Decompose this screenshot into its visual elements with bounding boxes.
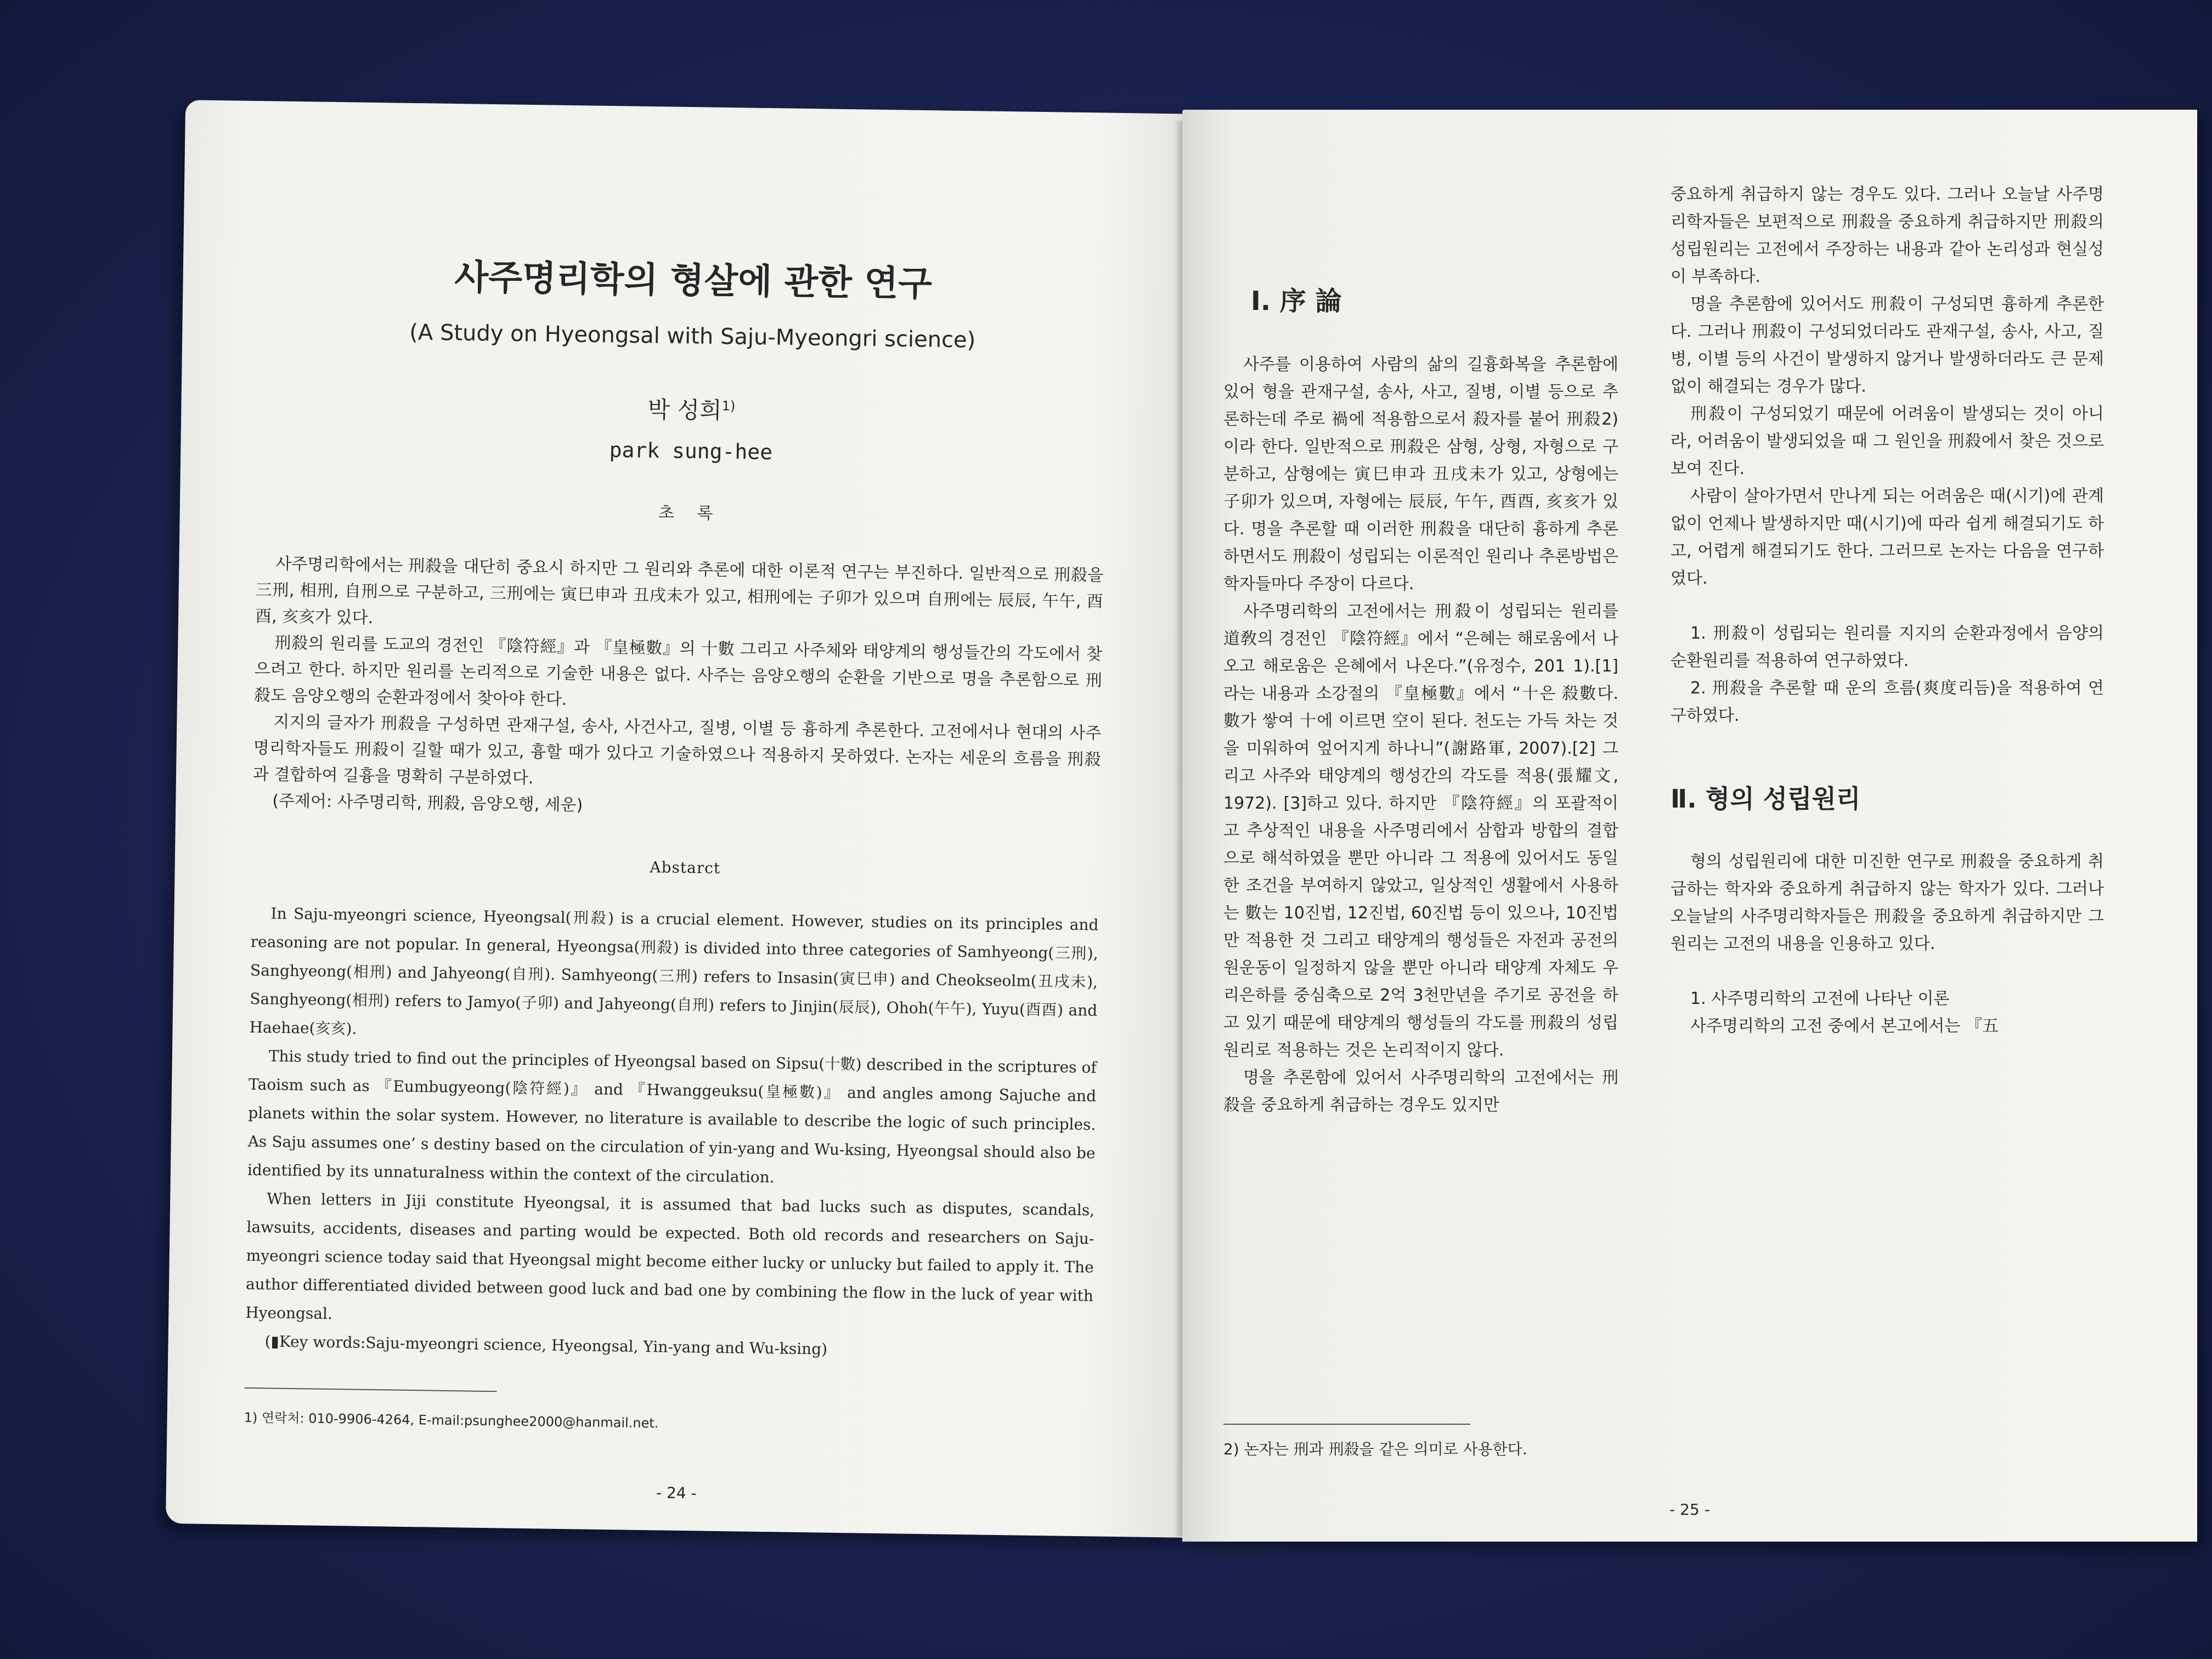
english-abstract-paragraph: In Saju-myeongri science, Hyeongsal(刑殺) is a crucial element. However, studies on its principles and reasoning are not popular. In general, Hyeongsa(刑殺) is divided into three categories of Samhyeong(三刑), Sanghyeong(相刑) and Jahyeong(自刑). Samhyeong(三刑) refers to Insasin(寅巳申) and Cheokseolm(丑戌未), Sanghyeong(相刑) refers to Jamyo(子卯) and Jahyeong(自刑) refers to Jinjin(辰辰), Ohoh(午午), Yuyu(酉酉) and Haehae(亥亥). <box>249 904 1099 1038</box>
body-paragraph: 사주명리학의 고전에서는 刑殺이 성립되는 원리를 道敎의 경전인 『陰符經』에서 “은혜는 해로움에서 나오고 해로움은 은혜에서 나온다.”(유정수, 201 1).[1]라는 내용과 소강절의 『皇極數』에서 “十은 殺數다. 數가 쌓여 十에 이르면 空이 된다. 천도는 가득 차는 것을 미워하여 엎어지게 하나니”(謝路軍, 2007).[2] 그리고 사주와 태양계의 행성간의 각도를 적용(張耀文, 1972). [3]하고 있다. 하지만 『陰符經』의 포괄적이고 추상적인 내용을 사주명리에서 삼합과 방합의 결합으로 해석하였을 뿐만 아니라 그 적용에 있어서도 동일한 조건을 부여하지 않았고, 일상적인 생활에서 사용하는 數는 10진법, 12진법, 60진법 등이 있으나, 10진법만 적용한 것 그리고 태양계의 행성들은 자전과 공전의 원운동이 일정하지 않을 뿐만 아니라 태양계 자체도 우리은하를 중심축으로 2억 3천만년을 주기로 공전을 하고 있기 때문에 태양계의 행성들의 각도를 刑殺의 성립원리로 적용하는 것은 논리적이지 않다. <box>1223 602 1618 1060</box>
footnote-2: 2) 논자는 刑과 刑殺을 같은 의미로 사용한다. <box>1223 1440 1527 1458</box>
body-paragraph: 사주명리학의 고전 중에서 본고에서는 『五 <box>1690 1017 1999 1036</box>
body-paragraph: 명을 추론함에 있어서 사주명리학의 고전에서는 刑殺을 중요하게 취급하는 경우도 있지만 <box>1223 1068 1618 1115</box>
research-list-item: 1. 刑殺이 성립되는 원리를 지지의 순환과정에서 음양의 순환원리를 적용하여 연구하였다. <box>1671 624 2104 670</box>
paper-subtitle: (A Study on Hyeongsal with Saju-Myeongri science) <box>409 319 976 353</box>
keywords-english: (▮Key words:Saju-myeongri science, Hyeongsal, Yin-yang and Wu-ksing) <box>264 1332 828 1358</box>
english-abstract-paragraph: This study tried to find out the principles of Hyeongsal based on Sipsu(十數) described in the scriptures of Taoism such as 『Eumbugyeong(陰符經)』 and 『Hwanggeuksu(皇極數)』 and angles among Sajuche and planets within the solar system. However, no literature is available to describe the logic of such principles. As Saju assumes one’ s destiny based on the circulation of yin-yang and Wu-ksing, Hyeongsal should also be identified by its unnaturalness within the context of the circulation. <box>247 1047 1097 1187</box>
author-english: park sung-hee <box>609 437 773 465</box>
korean-abstract <box>252 551 1104 826</box>
subsection-heading: 1. 사주명리학의 고전에 나타난 이론 <box>1690 989 1950 1008</box>
section-heading-introduction: Ⅰ. 序 論 <box>1251 286 1342 317</box>
korean-abstract-paragraph: 刑殺의 원리를 도교의 경전인 『陰符經』과 『皇極數』의 十數 그리고 사주체와 태양계의 행성들간의 각도에서 찾으려고 한다. 하지만 원리를 논리적으로 기술한 내용은 없다. 사주는 음양오행의 순환을 기반으로 명을 추론함으로 刑殺도 음양오행의 순환과정에서 찾아야 한다. <box>253 633 1103 709</box>
footnote-rule <box>244 1387 496 1392</box>
footnote-rule <box>1223 1424 1470 1425</box>
author-korean <box>181 385 1202 432</box>
body-paragraph: 중요하게 취급하지 않는 경우도 있다. 그러나 오늘날 사주명리학자들은 보편적으로 刑殺을 중요하게 취급하지만 刑殺의 성립원리는 고전에서 주장하는 내용과 같아 논리성과 현실성이 부족하다. <box>1671 185 2104 286</box>
page-number-25: - 25 - <box>1669 1500 1710 1519</box>
body-paragraph: 형의 성립원리에 대한 미진한 연구로 刑殺을 중요하게 취급하는 학자와 중요하게 취급하지 않는 학자가 있다. 그러나 오늘날의 사주명리학자들은 刑殺을 중요하게 취급하지만 그 원리는 고전의 내용을 인용하고 있다. <box>1671 852 2104 953</box>
research-list-item: 2. 刑殺을 추론할 때 운의 흐름(爽度리듬)을 적용하여 연구하였다. <box>1671 679 2104 725</box>
right-column-1 <box>1223 351 1618 1119</box>
footnote-1: 1) 연락처: 010-9906-4264, E-mail:psunghee2000@hanmail.net. <box>244 1409 659 1431</box>
author-name: 박 성희 <box>647 396 722 424</box>
page-number-24: - 24 - <box>656 1483 697 1503</box>
author-footnote-mark: 1) <box>721 398 736 414</box>
english-abstract <box>245 899 1098 1367</box>
english-abstract-paragraph: When letters in Jiji constitute Hyeongsal, it is assumed that bad lucks such as disputes, scandals, lawsuits, accidents, diseases and parting would be expected. Both old records and researchers on Saju-myeongri science today said that Hyeongsal might become either lucky or unlucky but failed to apply it. The author differentiated divided between good luck and bad one by combining the flow in the luck of year with Hyeongsal. <box>245 1189 1095 1323</box>
korean-abstract-paragraph: 사주명리학에서는 刑殺을 대단히 중요시 하지만 그 원리와 추론에 대한 이론적 연구는 부진하다. 일반적으로 刑殺을 三刑, 相刑, 自刑으로 구분하고, 三刑에는 寅巳申과 丑戌未가 있고, 相刑에는 子卯가 있으며 自刑에는 辰辰, 午午, 酉酉, 亥亥가 있다. <box>255 554 1104 628</box>
body-paragraph: 刑殺이 구성되었기 때문에 어려움이 발생되는 것이 아니라, 어려움이 발생되었을 때 그 원인을 刑殺에서 찾은 것으로 보여 진다. <box>1671 404 2104 478</box>
korean-abstract-label: 초 록 <box>658 503 722 523</box>
right-column-2 <box>1671 181 2104 1040</box>
keywords-korean: (주제어: 사주명리학, 刑殺, 음양오행, 세운) <box>272 791 583 815</box>
left-page <box>166 100 1206 1538</box>
section-heading-principles: Ⅱ. 형의 성립원리 <box>1671 784 1861 814</box>
body-paragraph: 사람이 살아가면서 만나게 되는 어려움은 때(시기)에 관계없이 언제나 발생하지만 때(시기)에 따라 쉽게 해결되기도 하고, 어렵게 해결되기도 한다. 그러므로 논자는 다음을 연구하였다. <box>1671 487 2104 588</box>
body-paragraph: 명을 추론함에 있어서도 刑殺이 구성되면 흉하게 추론한다. 그러나 刑殺이 구성되었더라도 관재구설, 송사, 사고, 질병, 이별 등의 사건이 발생하지 않거나 발생하더라도 큰 문제없이 해결되는 경우가 많다. <box>1671 295 2104 396</box>
english-abstract-label: Abstarct <box>650 858 721 877</box>
body-paragraph: 사주를 이용하여 사람의 삶의 길흉화복을 추론함에 있어 형을 관재구설, 송사, 사고, 질병, 이별 등으로 추론하는데 주로 禍에 적용함으로서 殺자를 붙어 刑殺2)이라 한다. 일반적으로 刑殺은 삼형, 상형, 자형으로 구분하고, 삼형에는 寅巳申과 丑戌未가 있고, 상형에는 子卯가 있으며, 자형에는 辰辰, 午午, 酉酉, 亥亥가 있다. 명을 추론할 때 이러한 刑殺을 대단히 흉하게 추론하면서도 刑殺이 성립되는 이론적인 원리나 추론방법은 학자들마다 주장이 다르다. <box>1223 355 1618 594</box>
right-page <box>1182 110 2197 1542</box>
korean-abstract-paragraph: 지지의 글자가 刑殺을 구성하면 관재구설, 송사, 사건사고, 질병, 이별 등 흉하게 추론한다. 고전에서나 현대의 사주명리학자들도 刑殺이 길할 때가 있고, 흉할 때가 있다고 기술하였으나 적용하지 못하였다. 논자는 세운의 흐름을 刑殺과 결합하여 길흉을 명확히 구분하였다. <box>252 712 1102 788</box>
paper-title: 사주명리학의 형살에 관한 연구 <box>454 257 933 305</box>
